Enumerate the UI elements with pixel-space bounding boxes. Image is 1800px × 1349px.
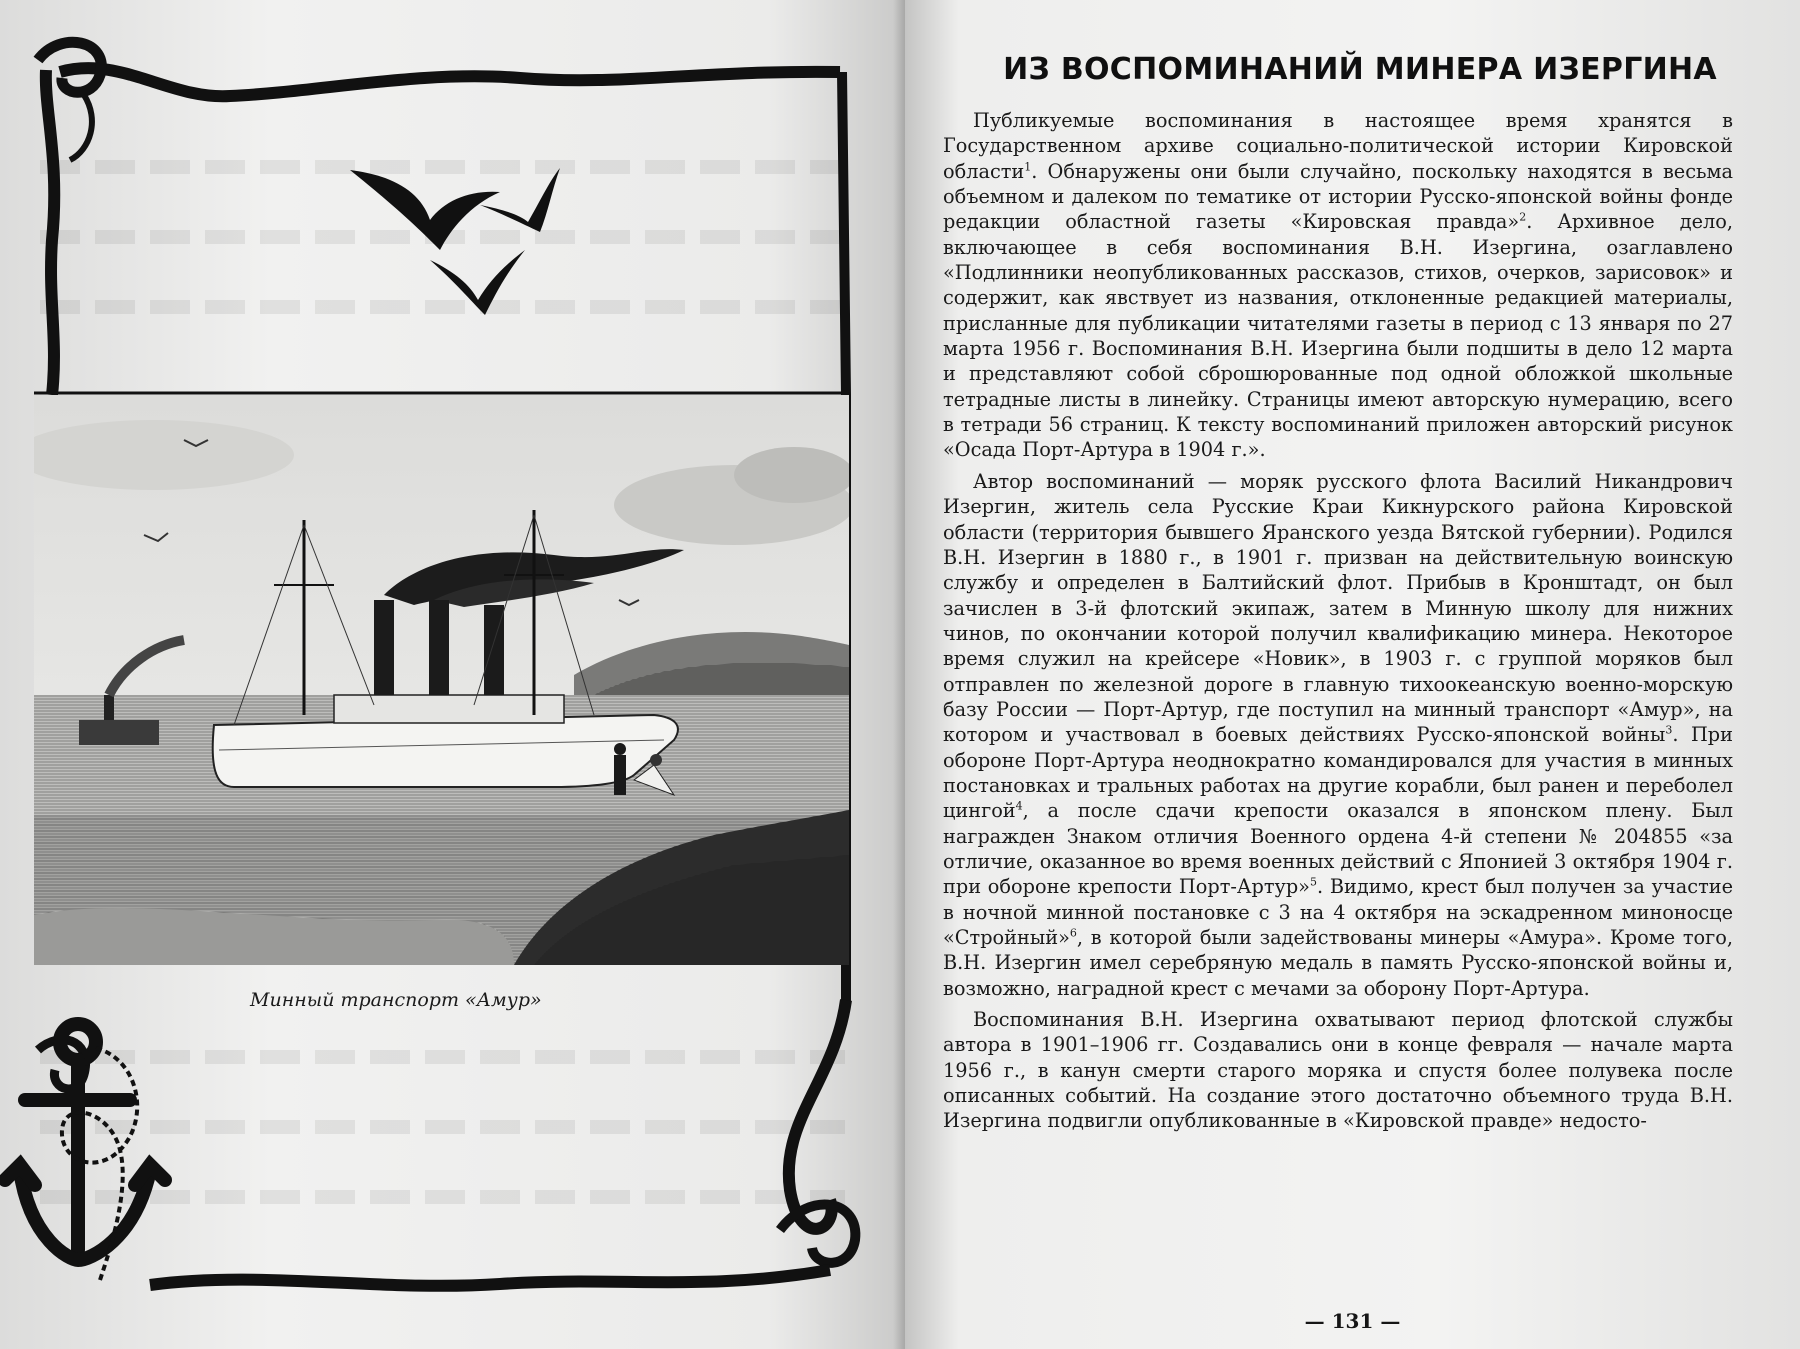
footnote-ref: 6 <box>1069 926 1077 940</box>
page-number: — 131 — <box>1304 1309 1401 1333</box>
anchor-icon <box>5 1024 165 1260</box>
footnote-ref: 5 <box>1309 875 1317 889</box>
text-run: . Видимо, крест был получен за участие в ночной минной постановке с 3 на 4 октября на эскадренном миноносце «Стройный» <box>943 875 1733 949</box>
article-title: ИЗ ВОСПОМИНАНИЙ МИНЕРА ИЗЕРГИНА <box>1003 52 1717 87</box>
paragraph-1 <box>943 108 1733 463</box>
seagull-icon <box>350 170 500 250</box>
text-run: . При обороне Порт-Артура неоднократно командировался для участия в минных постановках и тральных работах на другие корабли, был ранен и переболел цингой <box>943 723 1733 823</box>
footnote-ref: 1 <box>1024 160 1032 174</box>
text-run: Публикуемые воспоминания в настоящее время хранятся в Государственном архиве социально-политической истории Кировской области <box>943 109 1733 183</box>
footnote-ref: 4 <box>1015 799 1023 813</box>
seagull-icon <box>430 250 525 315</box>
illustration-caption: Минный транспорт «Амур» <box>250 989 542 1011</box>
footnote-ref: 3 <box>1665 723 1673 737</box>
paragraph-3: Воспоминания В.Н. Изергина охватывают период флотской службы автора в 1901–1906 гг. Создавались они в конце февраля — начале марта 1956 г., в канун смерти старого моряка и спустя более полувека после описанных событий. На создание этого достаточно объемного труда В.Н. Изергина подвигли опубликованные в «Кировской правде» недосто- <box>943 1008 1733 1133</box>
right-page <box>905 0 1800 1349</box>
article-body <box>943 108 1733 1140</box>
footnote-ref: 2 <box>1519 210 1527 224</box>
text-run: , в которой были задействованы минеры «Амура». Кроме того, В.Н. Изергин имел серебряную медаль в память Русско-японской войны и, возможно, наградной крест с мечами за оборону Порт-Артура. <box>943 926 1733 1000</box>
text-run: Автор воспоминаний — моряк русского флота Василий Никандрович Изергин, житель села Русские Краи Кикнурского района Кировской области (территория бывшего Яранского уезда Вятской губернии). Родился В.Н. Изергин в 1880 г., в 1901 г. призван на действительную воинскую службу и определен в Балтийский флот. Прибыв в Кронштадт, он был зачислен в 3-й флотский экипаж, затем в Минную школу для нижних чинов, по окончании которой получил квалификацию минера. Некоторое время служил на крейсере «Новик», в 1903 г. с группой моряков был отправлен по железной дороге в главную тихоокеанскую военно-морскую базу России — Порт-Артур, где поступил на минный транспорт «Амур», на котором и участвовал в боевых действиях Русско-японской войны <box>943 469 1733 747</box>
paragraph-2 <box>943 469 1733 1001</box>
text-run: , а после сдачи крепости оказался в японском плену. Был награжден Знаком отличия Военного ордена 4-й степени № 204855 «за отличие, оказанное во время военных действий с Японией 3 октября 1904 г. при обороне крепости Порт-Артур» <box>943 799 1733 899</box>
text-run: . Обнаружены они были случайно, поскольку находятся в весьма объемном и далеком по тематике от истории Русско-японской войны фонде редакции областной газеты «Кировская правда» <box>943 159 1733 234</box>
ship-illustration <box>34 395 849 965</box>
text-run: . Архивное дело, включающее в себя воспоминания В.Н. Изергина, озаглавлено «Подлинники неопубликованных рассказов, стихов, очерков, зарисовок» и содержит, как явствует из названия, отклоненные редакцией материалы, присланные для публикации читателями газеты в период с 13 января по 27 марта 1956 г. Воспоминания В.Н. Изергина были подшиты в дело 12 марта и представляют собой сброшюрованные под одной обложкой школьные тетрадные листы в линейку. Страницы имеют авторскую нумерацию, всего в тетради 56 страниц. К тексту воспоминаний приложен авторский рисунок «Осада Порт-Артура в 1904 г.». <box>943 210 1733 462</box>
seagull-icon <box>480 168 560 232</box>
